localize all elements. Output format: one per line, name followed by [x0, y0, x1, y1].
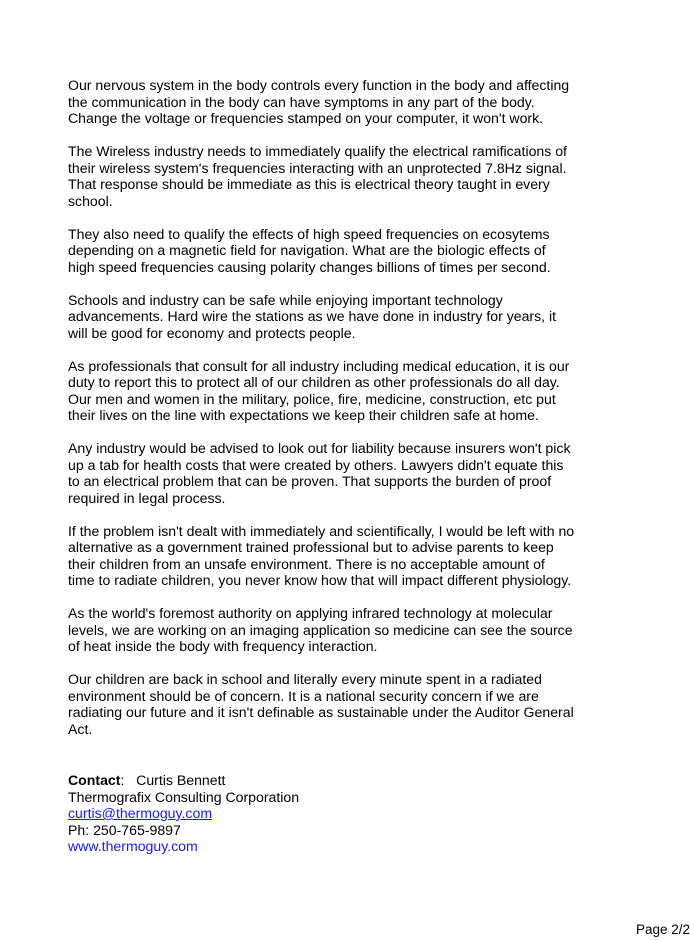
contact-block: [68, 772, 468, 855]
paragraph-schools-industry: Schools and industry can be safe while enjoying important technology advancements. Hard wire the stations as we have done in industry for years, it will be good for economy and protects people.: [68, 291, 557, 341]
paragraph-liability: Any industry would be advised to look out for liability because insurers won't pick up a tab for health costs that were created by others. Lawyers didn't equate this to an electrical problem that can be proven. That supports the burden of proof required in legal process.: [68, 440, 571, 506]
paragraph-infrared-authority: As the world's foremost authority on applying infrared technology at molecular levels, we are working on an imaging application so medicine can see the source of heat inside the body with frequency interaction.: [68, 605, 573, 654]
contact-company: Thermografix Consulting Corporation: [68, 788, 300, 805]
contact-name-line: [68, 772, 468, 789]
contact-website-line: [68, 838, 468, 855]
contact-name: Curtis Bennett: [136, 772, 226, 788]
contact-phone: Ph: 250-765-9897: [68, 821, 181, 838]
paragraph-wireless-industry: The Wireless industry needs to immediately qualify the electrical ramifications of their wireless system's frequencies interacting with an unprotected 7.8Hz signal. That response should be immediate as this is electrical theory taught in every school.: [68, 143, 567, 209]
contact-label: Contact: [68, 772, 121, 788]
paragraph-children-school: Our children are back in school and literally every minute spent in a radiated environment should be of concern. It is a national security concern if we are radiating our future and it isn't definable as sustainable under the Auditor General Act.: [68, 671, 574, 737]
paragraph-problem: If the problem isn't dealt with immediately and scientifically, I would be left with no alternative as a government trained professional but to advise parents to keep their children from an unsafe environment. There is no acceptable amount of time to radiate children, you never know how that will impact different physiology.: [68, 522, 575, 588]
paragraph-professionals: As professionals that consult for all industry including medical education, it is our duty to report this to protect all of our children as other professionals do all day. Our men and women in the military, police, fire, medicine, construction, etc put their lives on the line with expectations we keep their children safe at home.: [68, 357, 570, 423]
paragraph-nervous-system: Our nervous system in the body controls every function in the body and affecting the communication in the body can have symptoms in any part of the body. Change the voltage or frequencies stamped on your computer, it won't work.: [68, 77, 570, 126]
page-number: Page 2/2: [635, 922, 690, 937]
contact-separator: :: [120, 772, 137, 788]
contact-website-link[interactable]: www.thermoguy.com: [68, 838, 198, 854]
contact-email-line: [68, 805, 468, 822]
letter-body: [68, 77, 628, 754]
paragraph-ecosystems: They also need to qualify the effects of high speed frequencies on ecosytems depending on a magnetic field for navigation. What are the biologic effects of high speed frequencies causing polarity changes billions of times per second.: [68, 225, 551, 275]
contact-email-link[interactable]: curtis@thermoguy.com: [68, 805, 213, 821]
